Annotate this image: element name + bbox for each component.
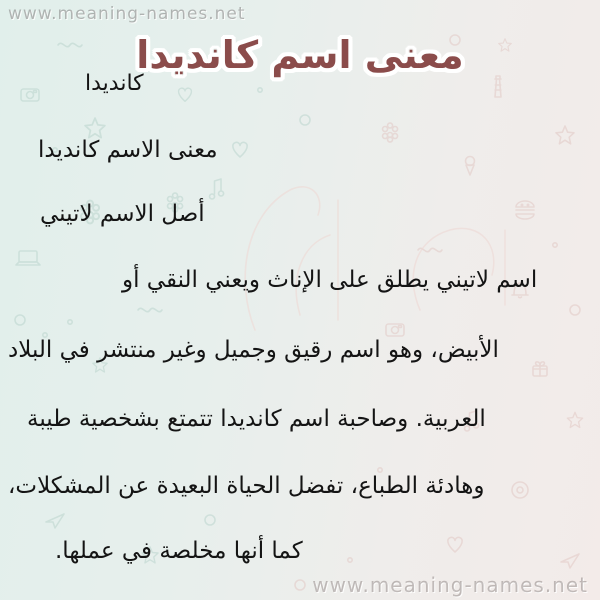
origin-heading: أصل الاسم لاتيني xyxy=(40,201,205,227)
description-line-4: وهادئة الطباع، تفضل الحياة البعيدة عن المشكلات، xyxy=(8,473,485,499)
description-line-5: كما أنها مخلصة في عملها. xyxy=(55,538,303,564)
meaning-heading: معنى الاسم كانديدا xyxy=(38,137,218,163)
watermark-bottom: www.meaning-names.net xyxy=(312,573,588,597)
description-line-1: اسم لاتيني يطلق على الإناث ويعني النقي أو xyxy=(122,267,538,293)
calligraphy-watermark xyxy=(245,187,505,330)
description-line-3: العربية. وصاحبة اسم كانديدا تتمتع بشخصية طيبة xyxy=(27,406,486,432)
page-title: معنى اسم كانديدا xyxy=(136,33,464,78)
watermark-top: www.meaning-names.net xyxy=(8,4,246,24)
description-line-2: الأبيض، وهو اسم رقيق وجميل وغير منتشر في البلاد xyxy=(8,337,499,363)
name-word: كانديدا xyxy=(85,71,144,96)
